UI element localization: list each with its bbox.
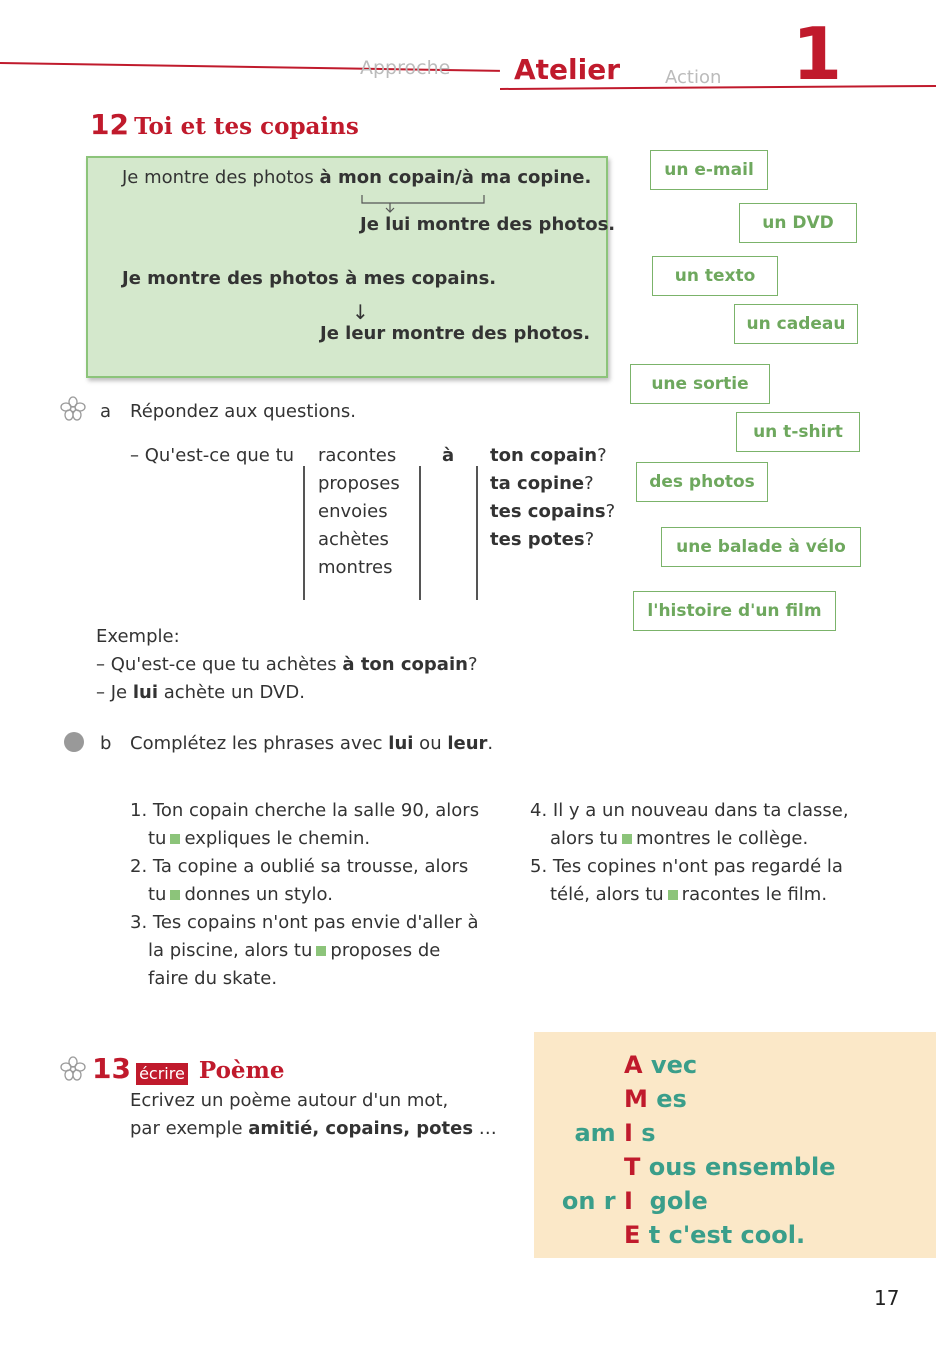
example-line: – Qu'est-ce que tu achètes à ton copain? [96,654,478,675]
blank-square-icon [170,834,180,844]
grammar-line-4: Je leur montre des photos. [320,323,591,344]
word-tag: une balade à vélo [661,527,861,567]
verb: racontes [318,445,397,466]
sentences-left [130,797,479,993]
blank-square-icon [668,890,678,900]
verb: envoies [318,501,388,522]
poem-lines [530,1048,930,1252]
grammar-line-2: Je lui montre des photos. [360,214,616,235]
poem-line: A vec [624,1051,698,1079]
verb: achètes [318,529,389,550]
part-a-instruction: Répondez aux questions. [130,401,356,422]
instruction-line: Ecrivez un poème autour d'un mot, [130,1090,449,1111]
exercise-12-heading [90,108,359,141]
header-atelier: Atelier [514,53,621,86]
word-tag: un DVD [739,203,857,243]
sentences-right [530,797,849,909]
dot-icon [64,732,84,752]
sentence: 2. Ta copine a oublié sa trousse, alors [130,856,469,877]
sentence: 1. Ton copain cherche la salle 90, alors [130,800,480,821]
word-tag: une sortie [630,364,770,404]
exercise-13-heading [92,1052,285,1085]
blank-square-icon [316,946,326,956]
object-item: tes potes? [490,529,595,550]
example-line: – Je lui achète un DVD. [96,682,305,703]
object-item: tes copains? [490,501,616,522]
word-tag: un texto [652,256,778,296]
sentence: alors tu montres le collège. [550,828,809,849]
exercise-title: Poème [198,1057,285,1084]
exercise-number: 13 [92,1052,131,1085]
poem-line: M es [624,1085,687,1113]
bracket-arrow-icon [360,193,490,215]
grammar-text: Je montre des photos [122,167,320,188]
sentence: 5. Tes copines n'ont pas regardé la [530,856,843,877]
object-item: ta copine? [490,473,594,494]
blank-square-icon [622,834,632,844]
flower-icon [60,1056,86,1082]
down-arrow-icon: ↓ [352,300,369,324]
sentence: 3. Tes copains n'ont pas envie d'aller à [130,912,479,933]
part-a-letter: a [100,401,112,422]
header-action: Action [665,67,722,88]
word-tag: un cadeau [734,304,858,344]
preposition: à [442,445,455,466]
part-b-letter: b [100,733,112,754]
table-divider [419,466,421,600]
poem-line: T ous ensemble [624,1153,836,1181]
exercise-number: 12 [90,108,129,141]
poem-line: am I s [574,1119,656,1147]
verb-list [318,442,400,582]
word-tag: un t-shirt [736,412,860,452]
sentence: télé, alors tu racontes le film. [550,884,828,905]
table-divider [303,466,305,600]
sentence: tu donnes un stylo. [148,884,333,905]
grammar-line-1 [122,167,591,188]
verb: proposes [318,473,400,494]
ecrire-badge: écrire [136,1063,188,1085]
verb: montres [318,557,393,578]
ex13-instructions [130,1087,497,1143]
instruction-line: par exemple amitié, copains, potes … [130,1118,497,1139]
table-divider [476,466,478,600]
grammar-line-3: Je montre des photos à mes copains. [122,268,497,289]
grammar-bold: à mon copain/à ma copine. [319,167,592,188]
poem-line: E t c'est cool. [624,1221,806,1249]
question-start: – Qu'est-ce que tu [130,445,295,466]
word-tag: l'histoire d'un film [633,591,836,631]
example-label: Exemple: [96,626,180,647]
flower-icon [60,396,86,422]
word-tag: des photos [636,462,768,502]
object-item: ton copain? [490,445,607,466]
blank-square-icon [170,890,180,900]
sentence: tu expliques le chemin. [148,828,371,849]
object-list [490,442,615,554]
poem-line: on r I gole [561,1187,708,1215]
sentence: la piscine, alors tu proposes de [148,940,441,961]
part-b-instruction: Complétez les phrases avec lui ou leur. [130,733,494,754]
header-approche: Approche [360,57,451,79]
sentence: 4. Il y a un nouveau dans ta classe, [530,800,849,821]
chapter-number: 1 [792,12,843,96]
example-block [96,623,478,707]
exercise-title: Toi et tes copains [134,113,359,140]
word-tag: un e-mail [650,150,768,190]
grammar-box [86,156,608,378]
page-number: 17 [874,1286,900,1310]
sentence: faire du skate. [148,968,278,989]
